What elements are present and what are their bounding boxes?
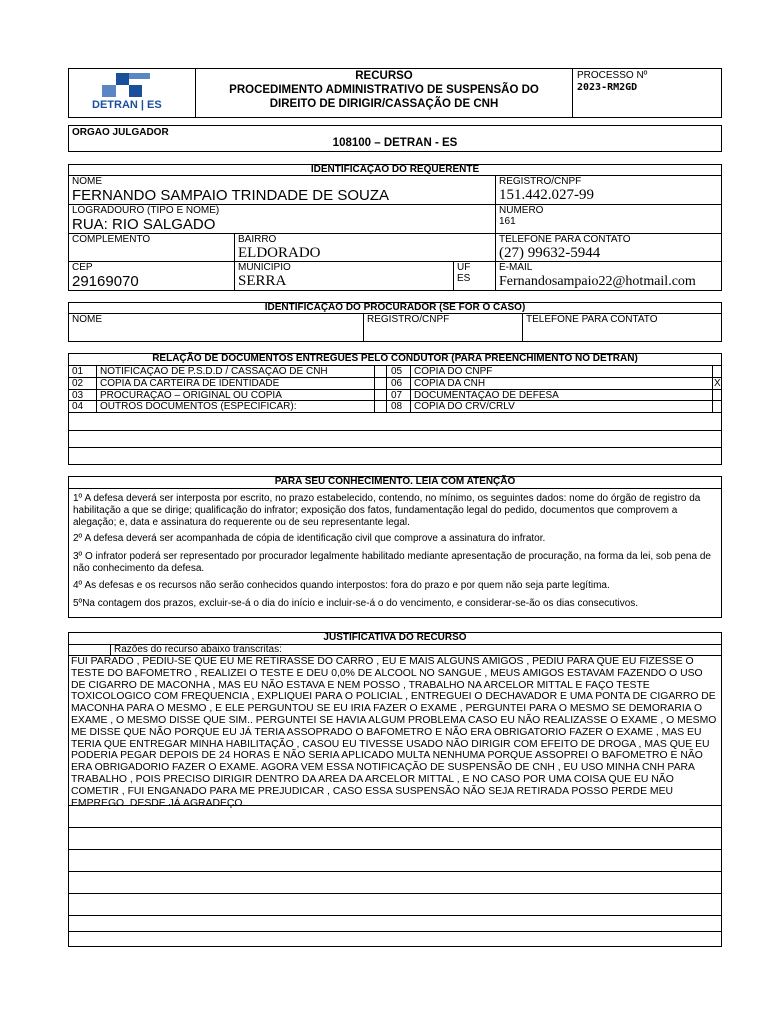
documentos-title: RELAÇÃO DE DOCUMENTOS ENTREGUES PELO CONDUTOR (PARA PREENCHIMENTO NO DETRAN) xyxy=(152,353,638,364)
doc-label: COPIA DA CNH xyxy=(414,378,486,389)
conhecimento-item-2: 2º A defesa deverá ser acompanhada de cópia de identificação civil que comprove a assinatura do infrator. xyxy=(73,533,546,544)
email-field[interactable]: Fernandosampaio22@hotmail.com xyxy=(499,274,696,289)
doc-label: DOCUMENTAÇÃO DE DEFESA xyxy=(414,390,559,401)
doc-num: 03 xyxy=(72,390,84,401)
uf-label: UF xyxy=(457,262,471,273)
email-label: E-MAIL xyxy=(499,262,533,273)
procurador-registro-label: REGISTRO/CNPF xyxy=(367,314,450,325)
registro-label: REGISTRO/CNPF xyxy=(499,176,582,187)
registro-field[interactable]: 151.442.027-99 xyxy=(499,187,594,203)
doc-label: COPIA DA CARTEIRA DE IDENTIDADE xyxy=(100,378,280,389)
detran-logo-icon xyxy=(98,71,154,99)
orgao-label: ORGAO JULGADOR xyxy=(72,127,169,138)
cep-label: CEP xyxy=(72,262,93,273)
doc-num: 01 xyxy=(72,366,84,377)
header-divider-right xyxy=(572,68,573,118)
procurador-telefone-label: TELEFONE PARA CONTATO xyxy=(526,314,658,325)
conhecimento-item-4: 4º As defesas e os recursos não serão conhecidos quando interpostos: fora do prazo e por quem não seja parte legítima. xyxy=(73,580,610,591)
form-title-line-2: PROCEDIMENTO ADMINISTRATIVO DE SUSPENSÃO DO xyxy=(229,84,539,96)
doc-label: NOTIFICAÇÃO DE P.S.D.D / CASSAÇÃO DE CNH xyxy=(100,366,328,377)
cep-field[interactable]: 29169070 xyxy=(72,273,139,290)
municipio-field[interactable]: SERRA xyxy=(238,273,287,289)
detran-logo xyxy=(72,70,192,116)
razoes-label: Razões do recurso abaixo transcritas: xyxy=(114,644,282,655)
doc-label: PROCURAÇÃO – ORIGINAL OU COPIA xyxy=(100,390,282,401)
conhecimento-item-1: 1º A defesa deverá ser interposta por escrito, no prazo estabelecido, contendo, no mínimo, os seguintes dados: nome do órgão de registro da habilitação a que se dirige; qualificação do infrator; exposição dos fatos, fundamentação legal do pedido, documentos que comprovem a alegação; e, data e assinatura do requerente ou de seu representante legal. xyxy=(73,493,701,528)
municipio-label: MUNICIPIO xyxy=(238,262,291,273)
logradouro-field[interactable]: RUA: RIO SALGADO xyxy=(72,216,216,233)
processo-value[interactable]: 2023-RM2GD xyxy=(577,82,638,93)
doc-num: 05 xyxy=(391,366,403,377)
logradouro-label: LOGRADOURO (TIPO E NOME) xyxy=(72,205,220,216)
orgao-value: 108100 – DETRAN - ES xyxy=(332,137,458,149)
doc-num: 08 xyxy=(391,401,403,412)
form-title-line-3: DIREITO DE DIRIGIR/CASSAÇÃO DE CNH xyxy=(269,98,499,110)
doc-label: OUTROS DOCUMENTOS (ESPECIFICAR): xyxy=(100,401,297,412)
justificativa-title: JUSTIFICATIVA DO RECURSO xyxy=(323,632,467,643)
nome-label: NOME xyxy=(72,176,102,187)
doc-num: 06 xyxy=(391,378,403,389)
bairro-label: BAIRRO xyxy=(238,234,277,245)
justificativa-text[interactable]: FUI PARADO , PEDIU-SE QUE EU ME RETIRASSE DO CARRO , EU E MAIS ALGUNS AMIGOS , PEDIU PARA QUE EU FIZESSE O TESTE DO BAFOMETRO , REALIZEI O TESTE E DEU 0,0% DE ALCOOL NO SANGUE , MEUS AMIGOS ESTAVAM FAZENDO O USO DE CIGARRO DE MACONHA , MAS EU NÃO ESTAVA E NEM POSSO , TRABALHO NA ARCELOR MITTAL E FAÇO TESTE TOXICOLOGICO COM FREQUENCIA , EXPLIQUEI PARA O POLICIAL , ENTREGUEI O DECHAVADOR E UMA PONTA DE CIGARRO DE MACONHA PARA O MESMO , E ELE PERGUNTOU SE EU IRIA FAZER O EXAME , PERGUNTEI PARA O MESMO SE DEMORARIA O EXAME , O MESMO DISSE QUE SIM.. PERGUNTEI SE HAVIA ALGUM PROBLEMA CASO EU NÃO REALIZASSE O EXAME , O MESMO ME DISSE QUE NÃO PORQUE EU JÁ TERIA ASSOPRADO O BAFOMETRO E NÃO ERA OBRIGATORIO FAZER O EXAME , MAS EU TERIA QUE ENTREGAR MINHA HABILITAÇÃO , CASOU EU TIVESSE USADO NÃO DIRIGIR COM EFEITO DE DROGA , MAS QUE EU PODERIA PEGAR DEPOIS DE 24 HORAS E NÃO SERIA APLICADO MULTA NENHUMA PORQUE ASSOPREI O BAFOMETRO E NÃO ERA OBRIGADORIO FAZER O EXAME. AGORA VEM ESSA NOTIFICAÇÃO DE SUSPENSÃO DE CNH , EU USO MINHA CNH PARA TRABALHO , POIS PRECISO DIRIGIR DENTRO DA AREA DA ARCELOR MITTAL , E NO CASO POR UMA COISA QUE EU NÃO COMETIR , FUI ENGANADO PARA ME PREJUDICAR , CASO ESSA SUSPENSÃO NÃO SEJA RETIRADA POSSO PERDE MEU EMPREGO. DESDE JÁ AGRADEÇO. xyxy=(71,656,717,809)
processo-label: PROCESSO Nº xyxy=(577,70,648,81)
telefone-label: TELEFONE PARA CONTATO xyxy=(499,234,631,245)
doc-label: COPIA DO CNPF xyxy=(414,366,493,377)
complemento-label: COMPLEMENTO xyxy=(72,234,151,245)
doc-checkbox[interactable]: X xyxy=(714,378,721,389)
conhecimento-item-3: 3º O infrator poderá ser representado por procurador legalmente habilitado mediante apresentação de procuração, na forma da lei, sob pena de não conhecimento da defesa. xyxy=(73,551,711,574)
logo-text: DETRAN | ES xyxy=(92,99,162,111)
form-title-recurso: RECURSO xyxy=(355,70,413,82)
uf-field[interactable]: ES xyxy=(457,273,471,284)
doc-num: 04 xyxy=(72,401,84,412)
numero-label: NUMERO xyxy=(499,205,544,216)
conhecimento-item-5: 5ºNa contagem dos prazos, excluir-se-á o dia do início e incluir-se-á o do vencimento, e considerar-se-ão os dias consecutivos. xyxy=(73,598,639,609)
procurador-title: IDENTIFICAÇAO DO PROCURADOR (SE FOR O CASO) xyxy=(264,302,526,313)
procurador-nome-label: NOME xyxy=(72,314,102,325)
conhecimento-title: PARA SEU CONHECIMENTO. LEIA COM ATENÇÃO xyxy=(274,476,516,487)
bairro-field[interactable]: ELDORADO xyxy=(238,245,321,261)
doc-num: 02 xyxy=(72,378,84,389)
numero-field[interactable]: 161 xyxy=(499,216,516,227)
doc-num: 07 xyxy=(391,390,403,401)
requerente-title: IDENTIFICAÇAO DO REQUERENTE xyxy=(310,164,480,175)
telefone-field[interactable]: (27) 99632-5944 xyxy=(499,245,601,261)
nome-field[interactable]: FERNANDO SAMPAIO TRINDADE DE SOUZA xyxy=(72,187,389,204)
doc-label: COPIA DO CRV/CRLV xyxy=(414,401,515,412)
